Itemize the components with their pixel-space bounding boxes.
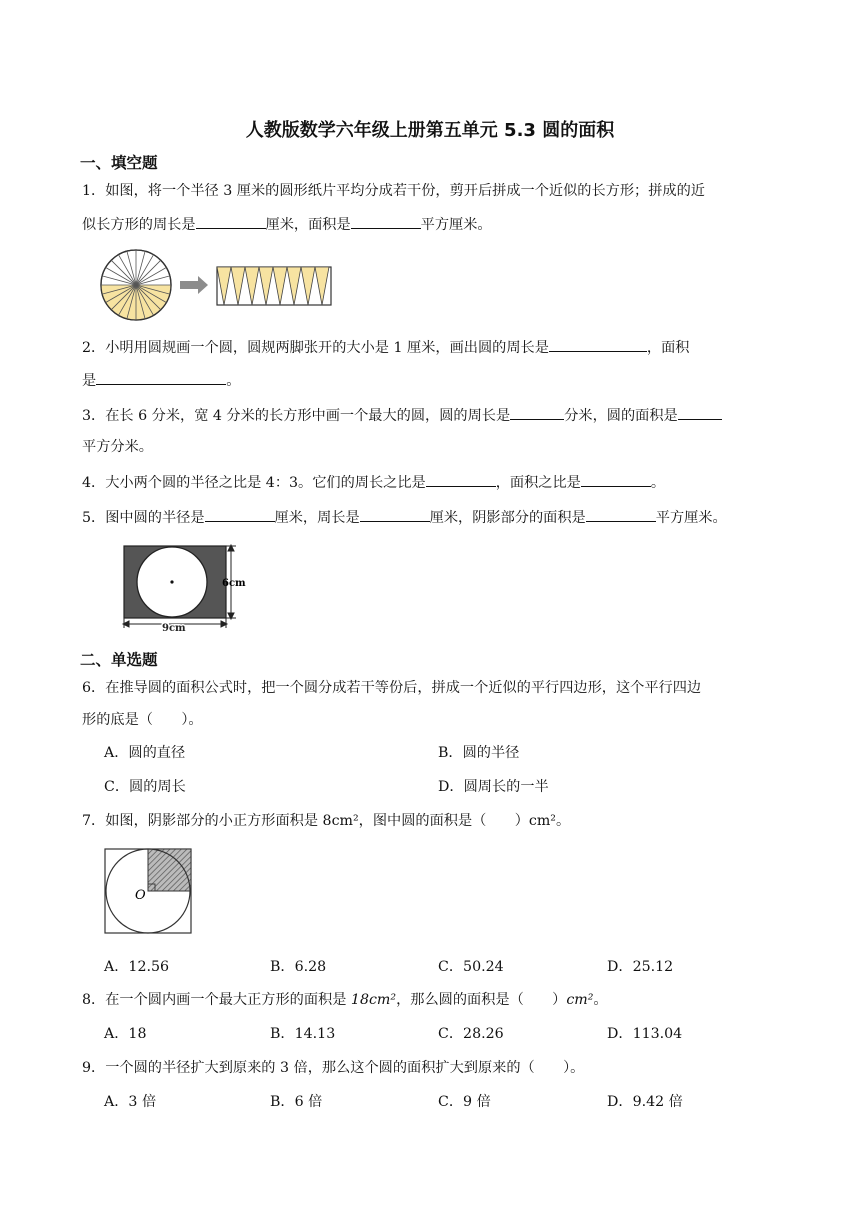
q3-line1 <box>82 405 722 426</box>
q7-option-a[interactable]: A．12.56 <box>104 959 170 975</box>
q8-text-b: ，那么圆的面积是（ ） <box>396 992 567 1008</box>
q3-text-b: 分米，圆的面积是 <box>564 408 678 424</box>
q4-blank-perimeter-ratio[interactable] <box>426 472 496 487</box>
q2-text-c: 是 <box>82 373 97 389</box>
q1-line2 <box>82 214 492 235</box>
q6-option-c[interactable]: C．圆的周长 <box>104 779 186 795</box>
q5-text-a: 5．图中圆的半径是 <box>82 510 205 526</box>
q2-text-b: ，面积 <box>646 340 690 356</box>
q1-text-b: 厘米，面积是 <box>265 217 351 233</box>
q7-square-circle-figure <box>100 845 196 935</box>
q5-text-b: 厘米，周长是 <box>274 510 360 526</box>
q2-line1 <box>82 337 689 358</box>
q4-text-a: 4．大小两个圆的半径之比是 4：3。它们的周长之比是 <box>82 475 426 491</box>
q6-option-d[interactable]: D．圆周长的一半 <box>438 779 549 795</box>
q1-circle-sectors <box>101 250 171 320</box>
q7-line1: 7．如图，阴影部分的小正方形面积是 8cm²，图中圆的面积是（ ）cm²。 <box>82 813 571 829</box>
q3-blank-perimeter[interactable] <box>510 405 564 420</box>
q6-option-a[interactable]: A．圆的直径 <box>104 745 186 761</box>
q8-text-c: 。 <box>593 992 608 1008</box>
q7-center-label: O <box>135 888 146 903</box>
q5-width-label: 9cm <box>162 623 186 632</box>
q5-blank-perimeter[interactable] <box>360 507 430 522</box>
arrow-icon <box>180 276 208 294</box>
q8-unit-circle: cm² <box>566 992 594 1008</box>
q4-blank-area-ratio[interactable] <box>581 472 651 487</box>
section-fill-heading: 一、填空题 <box>80 154 158 172</box>
q9-option-c[interactable]: C．9 倍 <box>438 1094 491 1110</box>
q8-option-a[interactable]: A．18 <box>104 1026 147 1042</box>
q9-option-a[interactable]: A．3 倍 <box>104 1094 157 1110</box>
q3-blank-area[interactable] <box>678 405 722 420</box>
q2-blank-area[interactable] <box>96 370 226 385</box>
q6-option-b[interactable]: B．圆的半径 <box>438 745 520 761</box>
q7-option-c[interactable]: C．50.24 <box>438 959 504 975</box>
q3-line2: 平方分米。 <box>82 439 153 455</box>
q3-text-a: 3．在长 6 分米，宽 4 分米的长方形中画一个最大的圆，圆的周长是 <box>82 408 511 424</box>
q1-text-a: 似长方形的周长是 <box>82 217 196 233</box>
q4-text-c: 。 <box>650 475 666 491</box>
q5-rectangle-circle-figure <box>118 540 256 632</box>
q1-rectangle <box>217 267 331 305</box>
q6-line2: 形的底是（ ）。 <box>82 712 203 728</box>
q4-line <box>82 472 665 493</box>
q5-text-d: 平方厘米。 <box>655 510 727 526</box>
q5-center-dot <box>170 580 173 583</box>
q8-option-b[interactable]: B．14.13 <box>270 1026 336 1042</box>
q1-line1: 1．如图，将一个半径 3 厘米的圆形纸片平均分成若干份，剪开后拼成一个近似的长方形；拼成的近 <box>82 183 705 199</box>
q8-option-c[interactable]: C．28.26 <box>438 1026 504 1042</box>
q7-option-d[interactable]: D．25.12 <box>607 959 674 975</box>
q5-blank-shaded-area[interactable] <box>586 507 656 522</box>
page-title: 人教版数学六年级上册第五单元 5.3 圆的面积 <box>245 120 615 141</box>
q5-text-c: 厘米，阴影部分的面积是 <box>429 510 586 526</box>
q1-blank-perimeter[interactable] <box>196 214 266 229</box>
q2-text-d: 。 <box>226 373 241 389</box>
q8-line <box>82 990 608 1010</box>
q9-line1: 9．一个圆的半径扩大到原来的 3 倍，那么这个圆的面积扩大到原来的（ ）。 <box>82 1060 585 1076</box>
q5-height-label: 6cm <box>222 578 246 589</box>
q8-option-d[interactable]: D．113.04 <box>607 1026 683 1042</box>
q2-line2 <box>82 370 240 391</box>
q8-text-a: 8．在一个圆内画一个最大正方形的面积是 <box>82 992 351 1008</box>
section-choice-heading: 二、单选题 <box>80 651 158 669</box>
q5-blank-radius[interactable] <box>205 507 275 522</box>
q2-text-a: 2．小明用圆规画一个圆，圆规两脚张开的大小是 1 厘米，画出圆的周长是 <box>82 340 549 356</box>
q7-option-b[interactable]: B．6.28 <box>270 959 327 975</box>
q5-line <box>82 507 727 528</box>
q1-text-c: 平方厘米。 <box>420 217 492 233</box>
q6-line1: 6．在推导圆的面积公式时，把一个圆分成若干等份后，拼成一个近似的平行四边形，这个平行四边 <box>82 680 702 696</box>
q9-option-b[interactable]: B．6 倍 <box>270 1094 323 1110</box>
q2-blank-perimeter[interactable] <box>549 337 647 352</box>
q9-option-d[interactable]: D．9.42 倍 <box>607 1094 683 1110</box>
q1-circle-to-rectangle-figure <box>100 249 336 321</box>
q8-unit-square: 18cm² <box>350 992 397 1008</box>
q1-blank-area[interactable] <box>351 214 421 229</box>
q4-text-b: ，面积之比是 <box>495 475 581 491</box>
